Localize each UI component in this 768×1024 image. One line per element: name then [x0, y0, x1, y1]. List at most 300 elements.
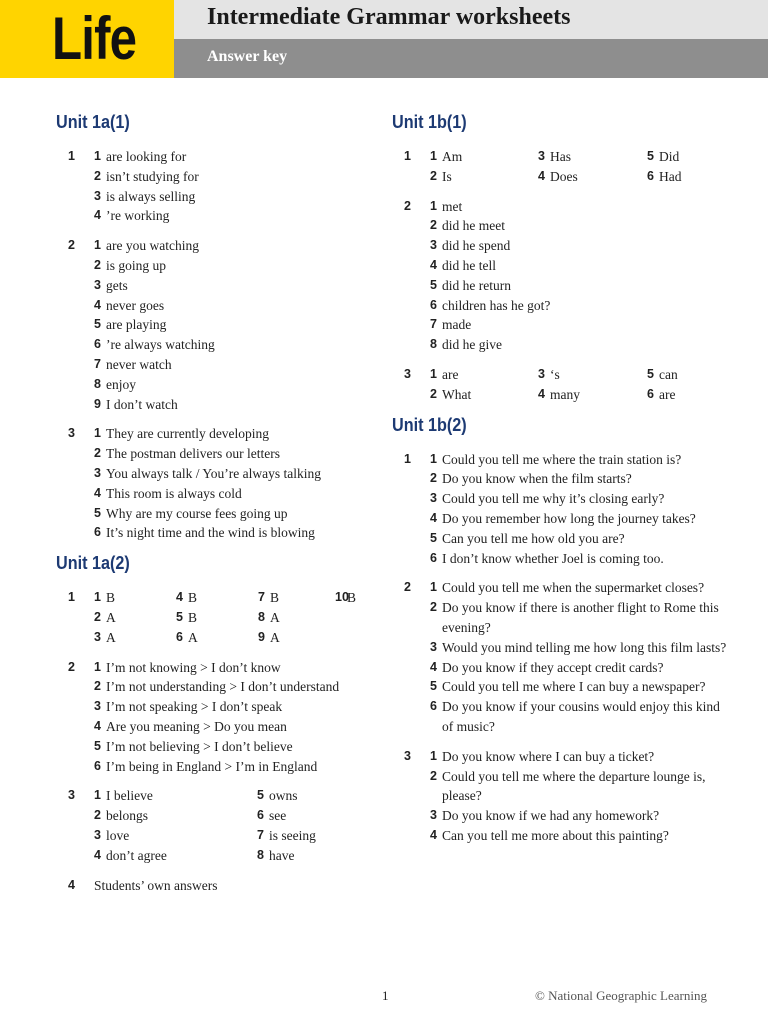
answer-number: 2 [94, 446, 101, 461]
page-subtitle: Answer key [207, 48, 288, 65]
answer-text: I don’t know whether Joel is coming too. [442, 550, 664, 566]
answer-text: Had [659, 168, 682, 184]
answer-text: is seeing [269, 827, 316, 843]
answer-item [430, 256, 732, 276]
answer-text: Can you tell me how old you are? [442, 530, 625, 546]
answer-number: 4 [94, 297, 101, 312]
answer-text: Do you know where I can buy a ticket? [442, 748, 655, 764]
answer-text: I’m not knowing > I don’t know [106, 659, 281, 675]
answer-text: Do you know if we had any homework? [442, 808, 660, 824]
exercise-number: 1 [404, 451, 411, 466]
exercise-number: 4 [68, 877, 75, 892]
answer-item [430, 509, 732, 529]
exercise [56, 236, 376, 414]
answer-number: 8 [430, 337, 437, 352]
answer-item [94, 786, 257, 806]
answer-text: Did [659, 149, 680, 164]
answer-item [94, 296, 376, 316]
answer-item [94, 355, 376, 375]
answer-item [94, 697, 376, 717]
exercise-number: 3 [404, 748, 411, 763]
answer-number: 6 [94, 758, 101, 773]
answer-text: are you watching [106, 238, 199, 254]
answer-text: children has he got? [442, 297, 551, 313]
answer-number: 2 [430, 471, 437, 486]
answer-number: 6 [430, 550, 437, 565]
answer-text: I believe [106, 788, 153, 804]
answer-text: never watch [106, 356, 172, 372]
unit-heading: Unit 1b(2) [392, 414, 467, 435]
answer-item [538, 365, 647, 385]
answer-item [94, 236, 376, 256]
answer-item [430, 638, 732, 658]
answer-text: I’m not speaking > I don’t speak [106, 699, 283, 715]
answer-item [430, 335, 732, 355]
answer-item [257, 806, 357, 826]
header-title-bar [174, 0, 768, 39]
answer-number: 2 [430, 218, 437, 233]
answer-text: don’t agree [106, 847, 167, 863]
answer-item [335, 628, 375, 648]
answer-number: 4 [94, 847, 101, 862]
answer-item [430, 806, 732, 826]
answer-text: see [269, 808, 287, 824]
answer-item [94, 658, 376, 678]
answer-number: 3 [430, 808, 437, 823]
answer-number: 7 [430, 317, 437, 332]
answer-text: Would you mind telling me how long this film lasts? [442, 639, 727, 655]
exercise [56, 588, 376, 647]
exercise-number: 2 [404, 580, 411, 595]
answer-list [430, 450, 732, 569]
answer-item [258, 608, 335, 628]
exercise [392, 365, 732, 405]
answer-number: 3 [430, 491, 437, 506]
answer-item [430, 578, 732, 598]
answer-number: 2 [94, 257, 101, 272]
answer-number: 3 [94, 277, 101, 292]
answer-text: are looking for [106, 149, 187, 164]
answer-number: 4 [538, 386, 545, 401]
answer-number: 1 [430, 451, 437, 466]
answer-number: 4 [94, 718, 101, 733]
answer-text: Is [442, 168, 452, 184]
answer-text: Why are my course fees going up [106, 505, 288, 521]
answer-item [176, 628, 258, 648]
answer-number: 4 [430, 257, 437, 272]
answer-item [335, 588, 375, 608]
answer-number: 6 [647, 386, 654, 401]
answer-item [94, 806, 257, 826]
answer-number: 3 [430, 639, 437, 654]
answer-item [176, 608, 258, 628]
answer-item [647, 385, 707, 405]
answer-item [94, 608, 176, 628]
answer-text: did he tell [442, 257, 496, 273]
header-subtitle-bar [174, 39, 768, 78]
answer-item [430, 767, 732, 807]
answer-item [335, 608, 375, 628]
answer-item [94, 588, 176, 608]
answer-item [94, 737, 376, 757]
answer-number: 3 [538, 366, 545, 381]
answer-text: gets [106, 277, 128, 293]
answer-text: I’m not believing > I don’t believe [106, 738, 293, 754]
answer-text: are playing [106, 317, 167, 333]
right-column [392, 112, 732, 856]
answer-item [94, 315, 376, 335]
answer-number: 7 [258, 590, 265, 605]
answer-number: 3 [94, 827, 101, 842]
answer-number: 5 [430, 530, 437, 545]
answer-text: are [442, 366, 459, 382]
answer-number: 4 [538, 168, 545, 183]
answer-text: Can you tell me more about this painting? [442, 827, 669, 843]
answer-number: 9 [94, 396, 101, 411]
answer-text: Do you know if your cousins would enjoy this kind of music? [442, 699, 720, 734]
answer-text: They are currently developing [106, 426, 270, 442]
answer-number: 1 [94, 590, 101, 605]
answer-item [430, 296, 732, 316]
answer-text: A [106, 629, 116, 645]
exercise-number: 1 [68, 590, 75, 605]
unit-section [392, 112, 732, 405]
answer-number: 1 [94, 426, 101, 441]
answer-number: 6 [94, 337, 101, 352]
answer-text [347, 628, 375, 648]
answer-text: A [188, 629, 198, 645]
answer-text: have [269, 847, 295, 863]
answer-item [94, 717, 376, 737]
answer-text: can [659, 366, 678, 382]
answer-number: 1 [430, 198, 437, 213]
answer-text: A [270, 629, 280, 645]
answer-list [430, 747, 732, 846]
answer-item [257, 846, 357, 866]
answer-text: Could you tell me why it’s closing early? [442, 491, 665, 507]
answer-item [94, 206, 376, 226]
exercise [56, 424, 376, 543]
exercise-number: 3 [404, 366, 411, 381]
answer-item [94, 335, 376, 355]
answer-number: 3 [94, 465, 101, 480]
answer-text: belongs [106, 808, 148, 824]
answer-text: enjoy [106, 376, 136, 392]
answer-item [94, 256, 376, 276]
answer-number: 4 [430, 510, 437, 525]
answer-number: 6 [257, 808, 264, 823]
answer-item [430, 450, 732, 470]
answer-item [430, 658, 732, 678]
answer-item [94, 147, 376, 167]
answer-text: owns [269, 788, 298, 804]
answer-number: 2 [430, 386, 437, 401]
answer-text: Could you tell me where the departure lounge is, please? [442, 768, 706, 804]
answer-text: many [550, 386, 580, 402]
answer-text: did he meet [442, 218, 505, 234]
answer-item [257, 826, 357, 846]
answer-item [430, 276, 732, 296]
answer-text: It’s night time and the wind is blowing [106, 525, 315, 541]
answer-number: 4 [430, 659, 437, 674]
answer-text: A [106, 609, 116, 625]
answer-number: 6 [176, 629, 183, 644]
left-column [56, 112, 376, 905]
answer-item [430, 747, 732, 767]
answer-text: Do you know when the film starts? [442, 471, 632, 487]
answer-item [647, 167, 707, 187]
answer-item [257, 786, 357, 806]
answer-number: 2 [94, 808, 101, 823]
answer-item [430, 216, 732, 236]
answer-item [430, 489, 732, 509]
answer-number: 1 [430, 149, 437, 163]
answer-item [258, 588, 335, 608]
answer-list [94, 424, 376, 543]
logo [0, 0, 174, 78]
answer-item [94, 375, 376, 395]
answer-text: B [106, 590, 116, 606]
answer-number: 3 [94, 699, 101, 714]
answer-text: I’m not understanding > I don’t understand [106, 679, 340, 695]
exercise [392, 197, 732, 355]
answer-item [430, 469, 732, 489]
answer-text: The postman delivers our letters [106, 446, 280, 462]
answer-number: 4 [176, 590, 183, 605]
answer-text: did he give [442, 337, 502, 353]
answer-item [647, 147, 707, 167]
answer-number: 5 [94, 505, 101, 520]
answer-item [94, 276, 376, 296]
answer-item [538, 147, 647, 167]
answer-list [94, 588, 376, 647]
unit-heading: Unit 1b(1) [392, 112, 467, 132]
answer-number: 3 [538, 149, 545, 163]
answer-item [94, 628, 176, 648]
answer-number: 2 [94, 168, 101, 183]
answer-text: love [106, 827, 130, 843]
answer-list [430, 578, 732, 736]
answer-number: 5 [94, 738, 101, 753]
answer-item [430, 147, 538, 167]
answer-item [430, 598, 732, 638]
answer-number: 2 [94, 609, 101, 624]
answer-number: 6 [430, 699, 437, 714]
answer-text: B [270, 590, 280, 606]
page-title: Intermediate Grammar worksheets [207, 4, 571, 30]
answer-number: 5 [647, 149, 654, 163]
answer-item [94, 444, 376, 464]
answer-list [94, 147, 376, 226]
exercise-number: 2 [404, 198, 411, 213]
answer-number: 2 [430, 600, 437, 615]
answer-item [430, 385, 538, 405]
answer-list [94, 658, 376, 777]
answer-text: did he spend [442, 238, 511, 254]
answer-number: 1 [94, 149, 101, 163]
exercise-number: 3 [68, 426, 75, 441]
answer-number: 8 [258, 609, 265, 624]
exercise-number: 2 [68, 659, 75, 674]
answer-number: 2 [430, 768, 437, 783]
exercise [392, 578, 732, 736]
exercise-number: 2 [68, 238, 75, 253]
answer-number: 5 [430, 277, 437, 292]
answer-item [430, 365, 538, 385]
unit-section [392, 415, 732, 846]
answer-text: is always selling [106, 188, 196, 204]
answer-text: Do you know if they accept credit cards? [442, 659, 664, 675]
unit-section [56, 553, 376, 895]
exercise [56, 786, 376, 865]
copyright: © National Geographic Learning [535, 988, 707, 1003]
answer-number: 5 [257, 788, 264, 803]
answer-number: 5 [176, 609, 183, 624]
answer-item [430, 236, 732, 256]
answer-text: ’re working [106, 208, 170, 224]
answer-number: 5 [647, 366, 654, 381]
answer-item [430, 826, 732, 846]
unit-section [56, 112, 376, 543]
answer-text: ‘s [550, 366, 560, 382]
answer-text: Students’ own answers [94, 877, 218, 893]
answer-item [94, 757, 376, 777]
answer-text: Has [550, 149, 571, 164]
answer-text: A [270, 609, 280, 625]
answer-text: made [442, 317, 472, 333]
answer-text: Does [550, 168, 578, 184]
answer-text: Could you tell me where I can buy a newspaper? [442, 679, 706, 695]
answer-number: 4 [430, 827, 437, 842]
answer-text: did he return [442, 277, 511, 293]
answer-item [94, 187, 376, 207]
exercise [392, 450, 732, 569]
answer-text [347, 608, 375, 628]
exercise-number: 1 [68, 149, 75, 163]
answer-text: never goes [106, 297, 165, 313]
answer-number: 9 [258, 629, 265, 644]
answer-number: 3 [94, 629, 101, 644]
exercise [56, 147, 376, 226]
answer-number: 2 [94, 679, 101, 694]
answer-number: 1 [430, 366, 437, 381]
answer-number: 1 [430, 580, 437, 595]
answer-text: Could you tell me when the supermarket closes? [442, 580, 705, 596]
exercise [56, 876, 376, 896]
answer-text: You always talk / You’re always talking [106, 465, 321, 481]
answer-number: 7 [257, 827, 264, 842]
answer-number [335, 628, 347, 648]
answer-text: met [442, 198, 463, 214]
exercise-number: 1 [404, 149, 411, 163]
answer-text: isn’t studying for [106, 168, 199, 184]
answer-text: B [347, 590, 357, 606]
answer-item [430, 549, 732, 569]
answer-item [94, 167, 376, 187]
answer-number: 4 [94, 485, 101, 500]
answer-item [430, 529, 732, 549]
exercise [392, 747, 732, 846]
answer-number: 2 [430, 168, 437, 183]
answer-number: 6 [430, 297, 437, 312]
answer-item [94, 395, 376, 415]
answer-item [430, 677, 732, 697]
answer-item [430, 167, 538, 187]
answer-item [94, 464, 376, 484]
answer-number: 6 [94, 525, 101, 540]
exercise-number: 3 [68, 788, 75, 803]
answer-item [176, 588, 258, 608]
answer-text: I’m being in England > I’m in England [106, 758, 318, 774]
answer-number: 3 [94, 188, 101, 203]
answer-number: 4 [94, 208, 101, 223]
answer-number: 1 [94, 788, 101, 803]
answer-list [430, 365, 732, 405]
answer-number: 6 [647, 168, 654, 183]
answer-number: 8 [94, 376, 101, 391]
answer-number: 5 [94, 317, 101, 332]
answer-list [94, 786, 376, 865]
answer-item [647, 365, 707, 385]
exercise [56, 658, 376, 777]
answer-item [94, 523, 376, 543]
answer-item [430, 697, 732, 737]
answer-item [94, 484, 376, 504]
answer-text: are [659, 386, 676, 402]
answer-number: 7 [94, 356, 101, 371]
answer-number: 10 [335, 590, 349, 605]
answer-list [430, 197, 732, 355]
answer-number: 3 [430, 238, 437, 253]
answer-number: 1 [94, 659, 101, 674]
answer-number [335, 608, 347, 628]
answer-number: 8 [257, 847, 264, 862]
answer-text: Could you tell me where the train station is? [442, 451, 682, 467]
answer-number: 5 [430, 679, 437, 694]
answer-text: What [442, 386, 472, 402]
answer-text: B [188, 609, 198, 625]
answer-text: I don’t watch [106, 396, 178, 412]
answer-item [430, 197, 732, 217]
answer-item [94, 677, 376, 697]
answer-item [538, 167, 647, 187]
answer-item [94, 504, 376, 524]
unit-heading: Unit 1a(2) [56, 553, 130, 574]
answer-text: ’re always watching [106, 337, 215, 353]
logo-text: Life [52, 5, 137, 72]
unit-heading: Unit 1a(1) [56, 112, 130, 132]
answer-text: Am [442, 149, 463, 164]
answer-item [94, 424, 376, 444]
exercise [392, 147, 732, 187]
answer-list [430, 147, 732, 187]
answer-item [538, 385, 647, 405]
answer-text: This room is always cold [106, 485, 242, 501]
answer-item [94, 846, 257, 866]
answer-text: B [188, 590, 198, 606]
answer-number: 1 [430, 748, 437, 763]
answer-item [94, 826, 257, 846]
answer-number: 1 [94, 238, 101, 253]
answer-text: Are you meaning > Do you mean [106, 718, 287, 734]
answer-text: Do you know if there is another flight to Rome this evening? [442, 600, 719, 635]
answer-text: is going up [106, 257, 167, 273]
page-number: 1 [382, 988, 389, 1003]
answer-item [258, 628, 335, 648]
answer-item [430, 315, 732, 335]
answer-text: Do you remember how long the journey takes? [442, 510, 696, 526]
answer-list [94, 236, 376, 414]
